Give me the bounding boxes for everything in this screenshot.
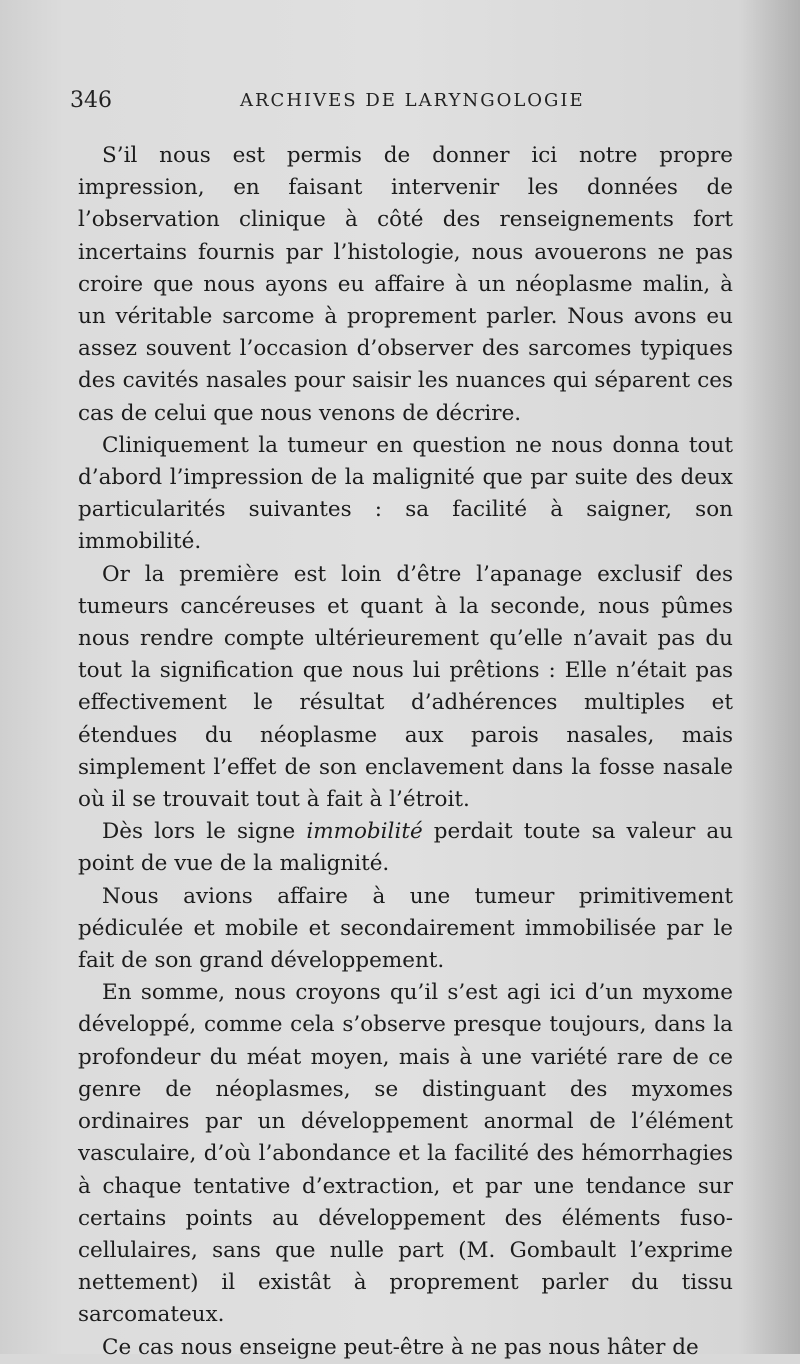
page-number: 346 [70, 88, 112, 113]
paragraph: Or la première est loin d’être l’apanage exclusif des tumeurs cancéreuses et quant à la seconde, nous pûmes nous rendre compte ultérieurement qu’elle n’avait pas du tout la signification que nous lui prêtions : Elle n’était pas effectivement le résultat d’adhérences multiples et étendues du néoplasme aux parois nasales, mais simplement l’effet de son enclavement dans la fosse nasale où il se trouvait tout à fait à l’étroit. [78, 561, 733, 813]
paragraph: S’il nous est permis de donner ici notre propre impression, en faisant intervenir les données de l’observation clinique à côté des renseignements fort incertains fournis par l’histologie, nous avouerons ne pas croire que nous ayons eu affaire à un néoplasme malin, à un véritable sarcome à proprement parler. Nous avons eu assez souvent l’occasion d’observer des sarcomes typiques des cavités nasales pour saisir les nuances qui séparent ces cas de celui que nous venons de décrire. [78, 143, 733, 426]
paragraph: Ce cas nous enseigne peut-être à ne pas nous hâter de [102, 1334, 699, 1360]
running-title: ARCHIVES DE LARYNGOLOGIE [240, 90, 585, 111]
emphasized-term: immobilité [306, 819, 423, 845]
paragraph-text: Dès lors le signe [102, 819, 307, 845]
page-header [70, 88, 730, 118]
paragraph: Cliniquement la tumeur en question ne nous donna tout d’abord l’impression de la malignité que par suite des deux particularités suivantes : sa facilité à saigner, son immobilité. [78, 432, 733, 555]
paragraph-text: perdait toute sa valeur au point de vue de la malignité. [78, 819, 733, 877]
paragraph: Nous avions affaire à une tumeur primitivement pédiculée et mobile et secondairement immobilisée par le fait de son grand développement. [78, 883, 733, 974]
paragraph [78, 816, 733, 880]
body-text [78, 140, 733, 1364]
paragraph: En somme, nous croyons qu’il s’est agi ici d’un myxome développé, comme cela s’observe presque toujours, dans la profondeur du méat moyen, mais à une variété rare de ce genre de néoplasmes, se distinguant des myxomes ordinaires par un développement anormal de l’élément vasculaire, d’où l’abondance et la facilité des hémorrhagies à chaque tentative d’extraction, et par une tendance sur certains points au développement des éléments fuso-cellulaires, sans que nulle part (M. Gombault l’exprime nettement) il existât à proprement parler du tissu sarcomateux. [78, 980, 733, 1328]
